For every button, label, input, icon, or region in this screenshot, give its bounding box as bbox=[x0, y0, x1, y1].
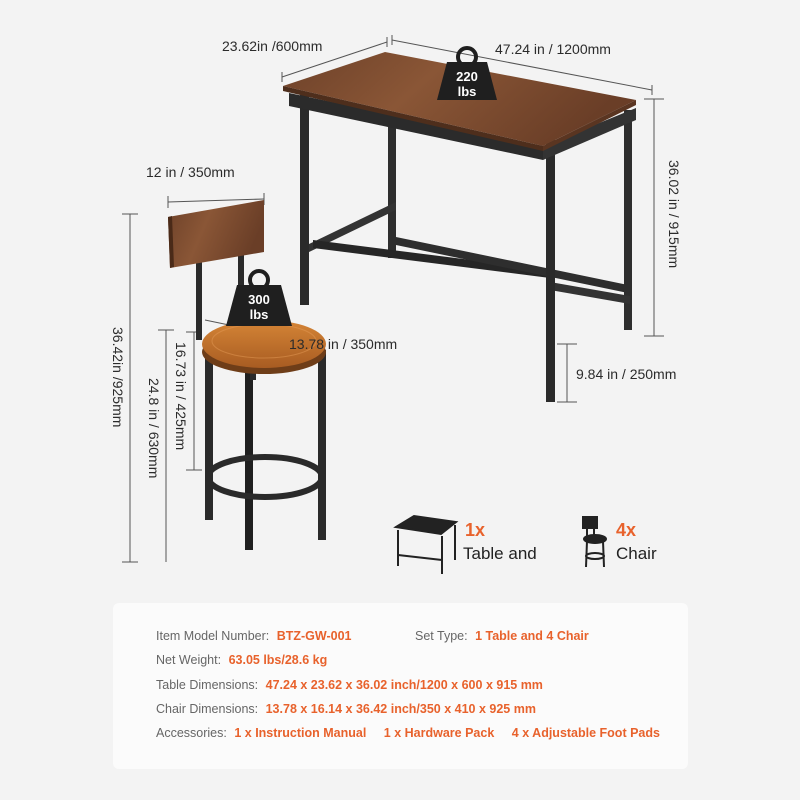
accessories-label: Accessories: bbox=[156, 726, 227, 740]
table-load-value: 220 bbox=[456, 69, 478, 84]
chair-back-width-label: 12 in / 350mm bbox=[146, 164, 235, 180]
chair-load-unit: lbs bbox=[249, 307, 269, 322]
table-quantity-label: Table and bbox=[463, 544, 537, 563]
table-width-label: 47.24 in / 1200mm bbox=[495, 41, 611, 57]
accessory-foot-pads: 4 x Adjustable Foot Pads bbox=[511, 726, 660, 740]
chair-load-badge bbox=[232, 292, 286, 322]
spec-row-set-type bbox=[415, 629, 589, 643]
accessory-manual: 1 x Instruction Manual bbox=[234, 726, 367, 740]
weight-value: 63.05 lbs/28.6 kg bbox=[228, 653, 328, 667]
back-height-label: 16.73 in / 425mm bbox=[173, 342, 189, 451]
spec-row-accessories bbox=[156, 726, 674, 740]
set-type-value: 1 Table and 4 Chair bbox=[475, 629, 589, 643]
table-load-unit: lbs bbox=[457, 84, 477, 99]
chair-dim-label: Chair Dimensions: bbox=[156, 702, 259, 716]
seat-diameter-label: 13.78 in / 350mm bbox=[289, 336, 398, 352]
leg-clearance-label: 9.84 in / 250mm bbox=[576, 366, 677, 382]
chair-load-value: 300 bbox=[248, 292, 270, 307]
spec-row-chair-dims bbox=[156, 702, 536, 716]
model-label: Item Model Number: bbox=[156, 629, 270, 643]
seat-height-label: 24.8 in / 630mm bbox=[146, 378, 162, 479]
chair-set-icon bbox=[582, 516, 606, 567]
spec-card bbox=[113, 603, 688, 769]
table-load-badge bbox=[441, 69, 493, 99]
chair-quantity: 4x bbox=[616, 520, 637, 540]
chair-total-height-label: 36.42in /925mm bbox=[110, 327, 126, 428]
spec-row-model bbox=[156, 629, 351, 643]
spec-row-table-dims bbox=[156, 678, 543, 692]
model-value: BTZ-GW-001 bbox=[276, 629, 352, 643]
table-height-label: 36.02 in / 915mm bbox=[666, 160, 682, 269]
accessory-hardware: 1 x Hardware Pack bbox=[383, 726, 495, 740]
chair-quantity-label: Chair bbox=[616, 544, 657, 563]
chair-dim-value: 13.78 x 16.14 x 36.42 inch/350 x 410 x 925 mm bbox=[265, 702, 536, 716]
table-depth-label: 23.62in /600mm bbox=[222, 38, 323, 54]
weight-label: Net Weight: bbox=[156, 653, 222, 667]
table-quantity: 1x bbox=[465, 520, 486, 540]
table-set-icon bbox=[396, 516, 456, 574]
table-dim-value: 47.24 x 23.62 x 36.02 inch/1200 x 600 x 915 mm bbox=[265, 678, 543, 692]
table-dim-label: Table Dimensions: bbox=[156, 678, 259, 692]
set-type-label: Set Type: bbox=[415, 629, 468, 643]
spec-row-weight bbox=[156, 653, 327, 667]
